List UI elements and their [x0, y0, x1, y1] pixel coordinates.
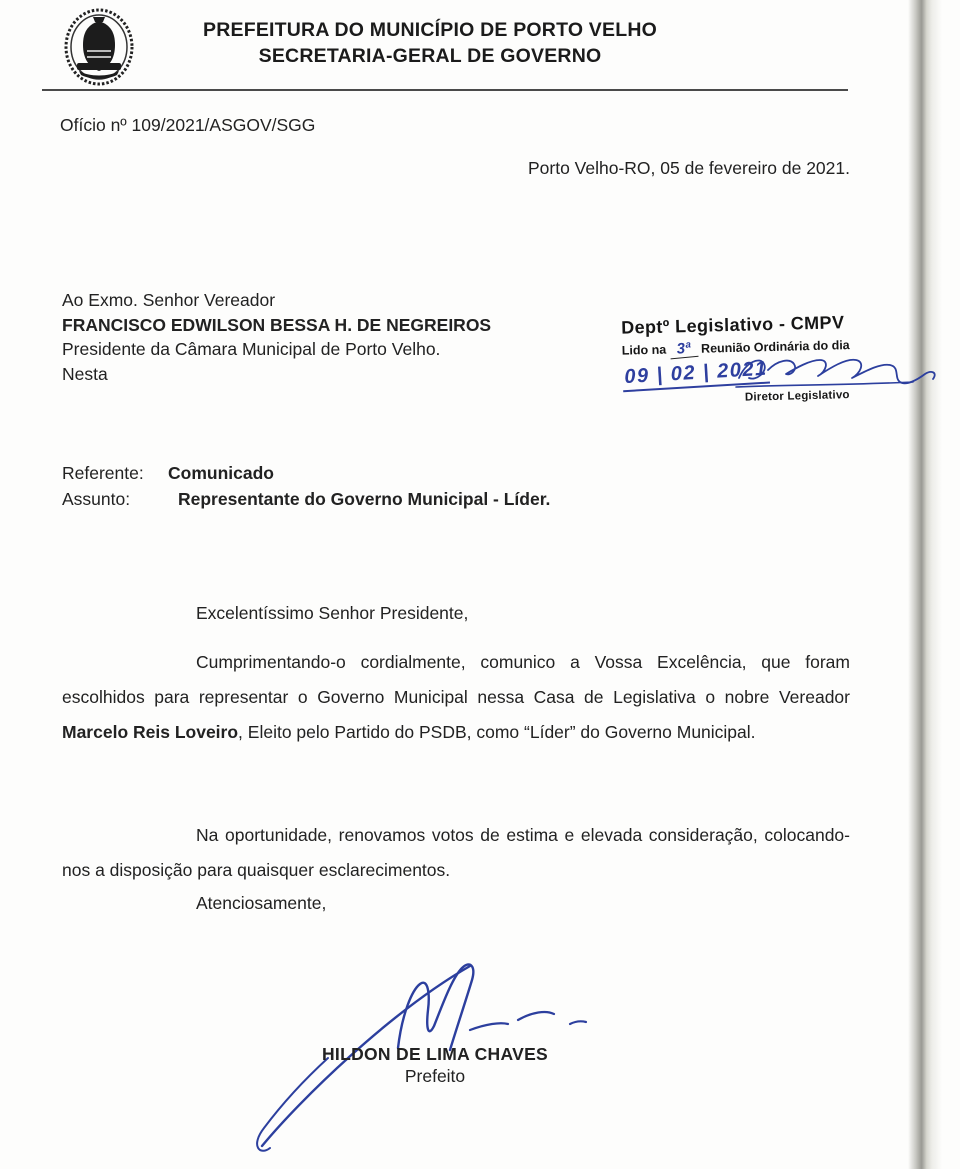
- referente-row: [62, 460, 550, 486]
- stamp-signature-ink: [733, 348, 955, 396]
- councilman-name: Marcelo Reis Loveiro: [62, 722, 239, 742]
- header-org-line2: SECRETARIA-GERAL DE GOVERNO: [258, 45, 602, 67]
- stamp-session-prefix: Lido na: [621, 342, 667, 358]
- addressee-block: [62, 288, 491, 386]
- salutation: Excelentíssimo Senhor Presidente,: [196, 603, 469, 623]
- stamp-title: Deptº Legislativo - CMPV: [620, 312, 845, 338]
- stamp-date-handwritten: 09 | 02 | 2021: [622, 358, 771, 393]
- dateline: Porto Velho-RO, 05 de fevereiro de 2021.: [527, 158, 850, 178]
- addressee-name: FRANCISCO EDWILSON BESSA H. DE NEGREIROS: [62, 314, 492, 335]
- addressee-line1: Ao Exmo. Senhor Vereador: [62, 290, 276, 310]
- closing: Atenciosamente,: [196, 893, 327, 913]
- assunto-row: [62, 486, 550, 512]
- body-paragraph-2: Na oportunidade, renovamos votos de estima e elevada consideração, colocando-nos a disposição para quaisquer esclarecimentos.: [62, 825, 850, 880]
- stamp-session-number-handwritten: 3ª: [669, 339, 698, 360]
- coat-of-arms-logo: [57, 7, 141, 91]
- assunto-value: Representante do Governo Municipal - Líder.: [178, 489, 551, 509]
- scan-edge-shadow: [908, 0, 942, 1169]
- header-org-line1: PREFEITURA DO MUNICÍPIO DE PORTO VELHO: [203, 19, 657, 41]
- header-divider: [42, 89, 848, 91]
- paragraph1-part1: Cumprimentando-o cordialmente, comunico a Vossa Excelência, que foram escolhidos para representar o Governo Municipal nessa Casa de Legislativa o nobre Vereador: [62, 652, 850, 707]
- stamp-session-suffix: Reunião Ordinária do dia: [700, 338, 850, 356]
- header-organization: [150, 17, 710, 69]
- subject-block: [62, 460, 550, 512]
- referente-label: Referente:: [62, 463, 144, 483]
- signer-name: HILDON DE LIMA CHAVES: [321, 1044, 549, 1064]
- assunto-label: Assunto:: [62, 489, 131, 509]
- addressee-line3: Presidente da Câmara Municipal de Porto Velho.: [62, 339, 441, 359]
- body-paragraph-1: [62, 645, 850, 750]
- referente-value: Comunicado: [168, 463, 274, 483]
- stamp-signer-role: Diretor Legislativo: [744, 389, 850, 404]
- reference-number: Ofício nº 109/2021/ASGOV/SGG: [60, 115, 316, 135]
- signer-title: Prefeito: [404, 1066, 466, 1086]
- paragraph1-part2: , Eleito pelo Partido do PSDB, como “Líder” do Governo Municipal.: [238, 722, 756, 742]
- addressee-line4: Nesta: [62, 363, 108, 384]
